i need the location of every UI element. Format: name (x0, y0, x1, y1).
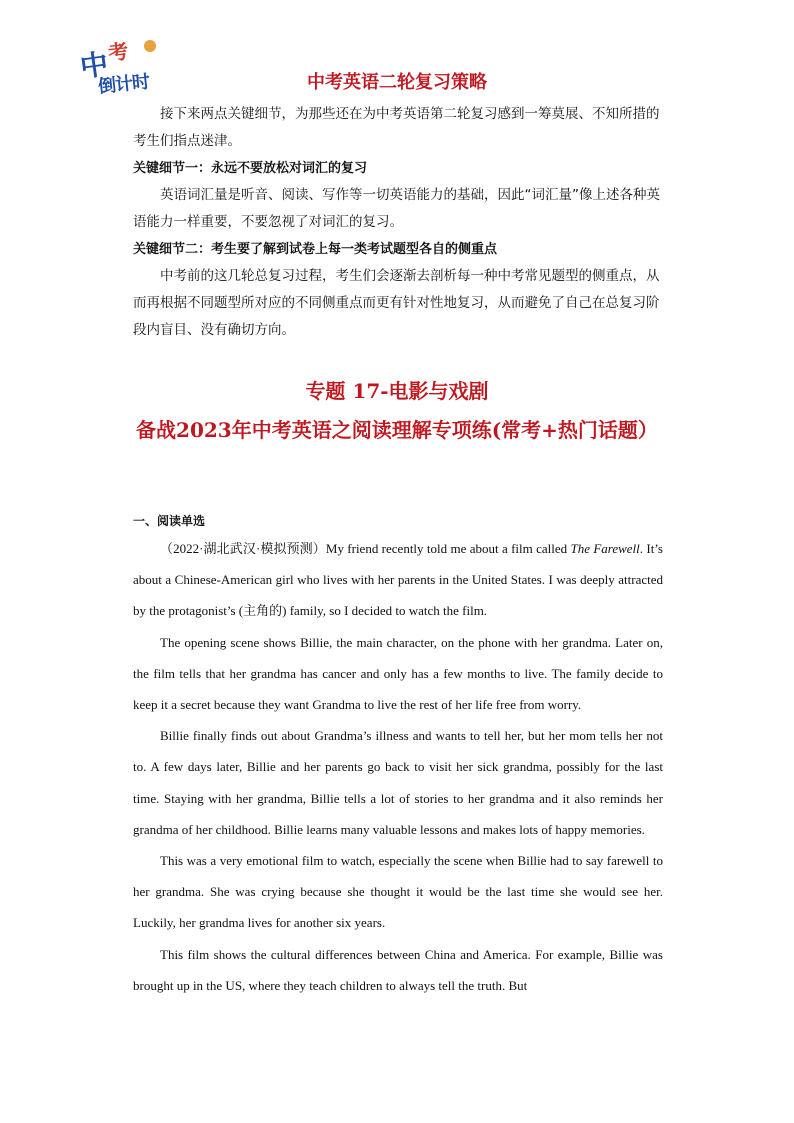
strategy-intro: 接下来两点关键细节，为那些还在为中考英语第二轮复习感到一筹莫展、不知所措的考生们指点迷津。 (133, 106, 660, 149)
passage-paragraph-4: This was a very emotional film to watch, especially the scene when Billie had to say farewell to her grandma. She was crying because she thought it would be the last time she would see her. Luckily, her grandma lives for another six years. (133, 853, 663, 931)
logo-char-zhong: 中 (78, 47, 111, 84)
key-point-1-heading: 关键细节一：永远不要放松对词汇的复习 (133, 161, 368, 176)
passage-paragraph-5: This film shows the cultural differences between China and America. For example, Billie was brought up in the US, where they teach children to always tell the truth. But (133, 946, 663, 993)
film-title: The Farewell (570, 541, 640, 556)
section-label: 一、阅读单选 (133, 514, 206, 528)
logo-decoration (144, 40, 156, 52)
key-point-1-text: 英语词汇量是听音、阅读、写作等一切英语能力的基础，因此“词汇量”像上述各种英语能力一样重要，不要忽视了对词汇的复习。 (133, 187, 660, 230)
logo-char-kao: 考 (106, 39, 130, 65)
passage-paragraph-1: （2022·湖北武汉·模拟预测）My friend recently told me about a film called The Farewell. It’s about a Chinese-American girl who lives with her parents in the United States. I was deeply attracted by the protagonist’s (主角的) family, so I decided to watch the film. (133, 541, 663, 619)
key-point-2-text: 中考前的这几轮总复习过程，考生们会逐渐去剖析每一种中考常见题型的侧重点，从而再根据不同题型所对应的不同侧重点而更有针对性地复习，从而避免了自己在总复习阶段内盲目、没有确切方向。 (133, 268, 660, 338)
passage-paragraph-3: Billie finally finds out about Grandma’s illness and wants to tell her, but her mom tells her not to. A few days later, Billie and her parents go back to visit her sick grandma, possibly for the last time. Staying with her grandma, Billie tells a lot of stories to her grandma and it also reminds her grandma of her childhood. Billie learns many valuable lessons and makes lots of happy memories. (133, 728, 663, 837)
practice-title: 备战2023年中考英语之阅读理解专项练(常考+热门话题） (136, 418, 658, 442)
reading-passage (133, 533, 663, 1001)
key-point-2-heading: 关键细节二：考生要了解到试卷上每一类考试题型各自的侧重点 (133, 242, 498, 257)
passage-paragraph-2: The opening scene shows Billie, the main character, on the phone with her grandma. Later on, the film tells that her grandma has cancer and only has a few months to live. The family decide to keep it a secret because they want Grandma to live the rest of her life free from worry. (133, 634, 663, 713)
strategy-title: 中考英语二轮复习策略 (307, 72, 487, 93)
logo-countdown: 倒计时 (97, 71, 151, 98)
topic-title: 专题 17-电影与戏剧 (305, 379, 489, 403)
